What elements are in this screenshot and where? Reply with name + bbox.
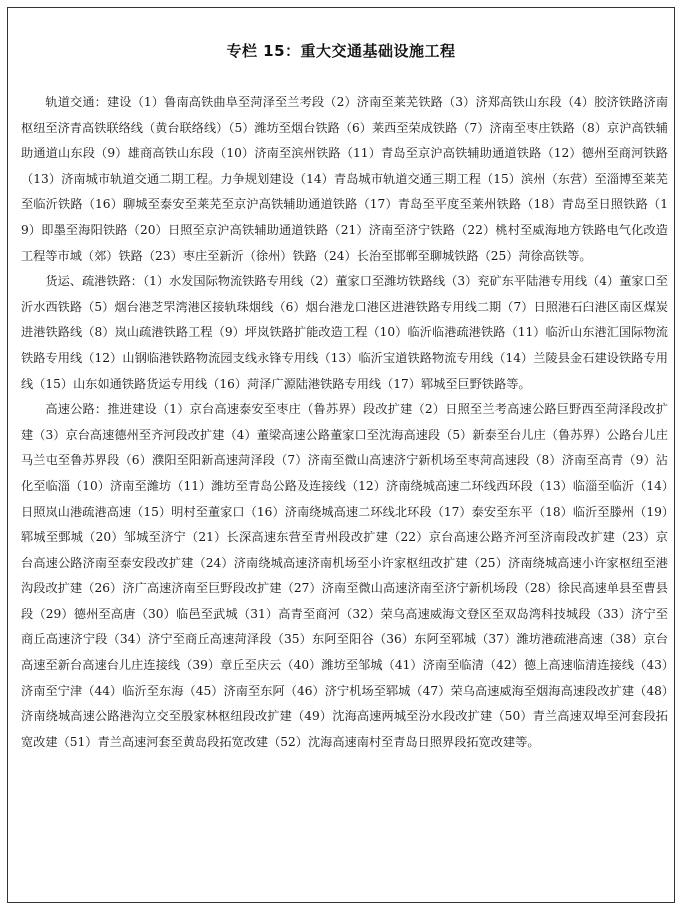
section-lead: 轨道交通： (45, 95, 107, 109)
section-lead: 货运、疏港铁路： (45, 274, 143, 289)
section-text: 推进建设（1）京台高速泰安至枣庄（鲁苏界）段改扩建（2）日照至兰考高速公路巨野西至菏泽段改扩建（3）京台高速德州至齐河段改扩建（4）董梁高速公路董家口至沈海高速段（5）新泰至台儿庄（鲁苏界）公路台儿庄马兰屯至鲁苏界段（6）濮阳至阳新高速菏泽段（7）济南至微山高速济宁新机场至枣菏高速段（8）济南至高青（9）沾化至临淄（10）济南至潍坊（11）潍坊至青岛公路及连接线（12）济南绕城高速二环线西环段（13）临淄至临沂（14）日照岚山港疏港高速（15）明村至董家口（16）济南绕城高速二环线北环段（17）泰安至东平（18）临沂至滕州（19）郓城至鄄城（20）邹城至济宁（21）长深高速东营至青州段改扩建（22）京台高速公路齐河至济南段改扩建（23）京台高速公路济南至泰安段改扩建（24）济南绕城高速济南机场至小许家枢纽改扩建（25）济南绕城高速小许家枢纽至港沟段改扩建（26）济广高速济南至巨野段改扩建（27）济南至微山高速济南至济宁新机场段（28）徐民高速单县至曹县段（29）德州至高唐（30）临邑至武城（31）高青至商河（32）荣乌高速威海文登区至双岛湾科技城段（33）济宁至商丘高速济宁段（34）济宁至商丘高速菏泽段（35）东阿至阳谷（36）东阿至郓城（37）潍坊港疏港高速（38）京台高速至新台高速台儿庄连接线（39）章丘至庆云（40）潍坊至邹城（41）济南至临清（42）德上高速临清连接线（43）济南至宁津（44）临沂至东海（45）济南至东阿（46）济宁机场至郓城（47）荣乌高速威海至烟海高速段改扩建（48）济南绕城高速公路港沟立交至殷家林枢纽段改扩建（49）沈海高速两城至汾水段改扩建（50）青兰高速双埠至河套段拓宽改建（51）青兰高速河套至黄岛段拓宽改建（52）沈海高速南村至青岛日照界段拓宽改建等。 (21, 402, 669, 749)
section-text: （1）水发国际物流铁路专用线（2）董家口至潍坊铁路线（3）兖矿东平陆港专用线（4）董家口至沂水西铁路（5）烟台港芝罘湾港区接轨珠烟线（6）烟台港龙口港区进港铁路专用线二期（7）日照港石臼港区南区煤炭进港铁路线（8）岚山疏港铁路工程（9）坪岚铁路扩能改造工程（10）临沂临港疏港铁路（11）临沂山东港汇国际物流铁路专用线（12）山钢临港铁路物流园支线永锋专用线（13）临沂宝道铁路物流专用线（14）兰陵县金石建设铁路专用线（15）山东如通铁路货运专用线（16）菏泽广源陆港铁路专用线（17）郓城至巨野铁路等。 (21, 274, 668, 391)
section-text: 建设（1）鲁南高铁曲阜至菏泽至兰考段（2）济南至莱芜铁路（3）济郑高铁山东段（4）胶济铁路济南枢纽至济青高铁联络线（黄台联络线）（5）潍坊至烟台铁路（6）莱西至荣成铁路（7）济南至枣庄铁路（8）京沪高铁辅助通道山东段（9）雄商高铁山东段（10）济南至滨州铁路（11）青岛至京沪高铁辅助通道铁路（12）德州至商河铁路（13）济南城市轨道交通二期工程。力争规划建设（14）青岛城市轨道交通三期工程（15）滨州（东营）至淄博至莱芜至临沂铁路（16）聊城至泰安至莱芜至京沪高铁辅助通道铁路（17）青岛至平度至莱州铁路（18）青岛至日照铁路（19）即墨至海阳铁路（20）日照至京沪高铁辅助通道铁路（21）济南至济宁铁路（22）桃村至威海地方铁路电气化改造工程等市域（郊）铁路（23）枣庄至新沂（徐州）铁路（24）长治至邯郸至聊城铁路（25）菏徐高铁等。 (21, 95, 669, 263)
column-title: 专栏 15：重大交通基础设施工程 (226, 42, 456, 60)
section-freight-railway (21, 269, 668, 397)
column-box (7, 7, 675, 903)
section-expressway (21, 397, 668, 755)
column-content (21, 90, 668, 755)
section-lead: 高速公路： (45, 402, 108, 417)
section-rail-transit (21, 90, 668, 269)
